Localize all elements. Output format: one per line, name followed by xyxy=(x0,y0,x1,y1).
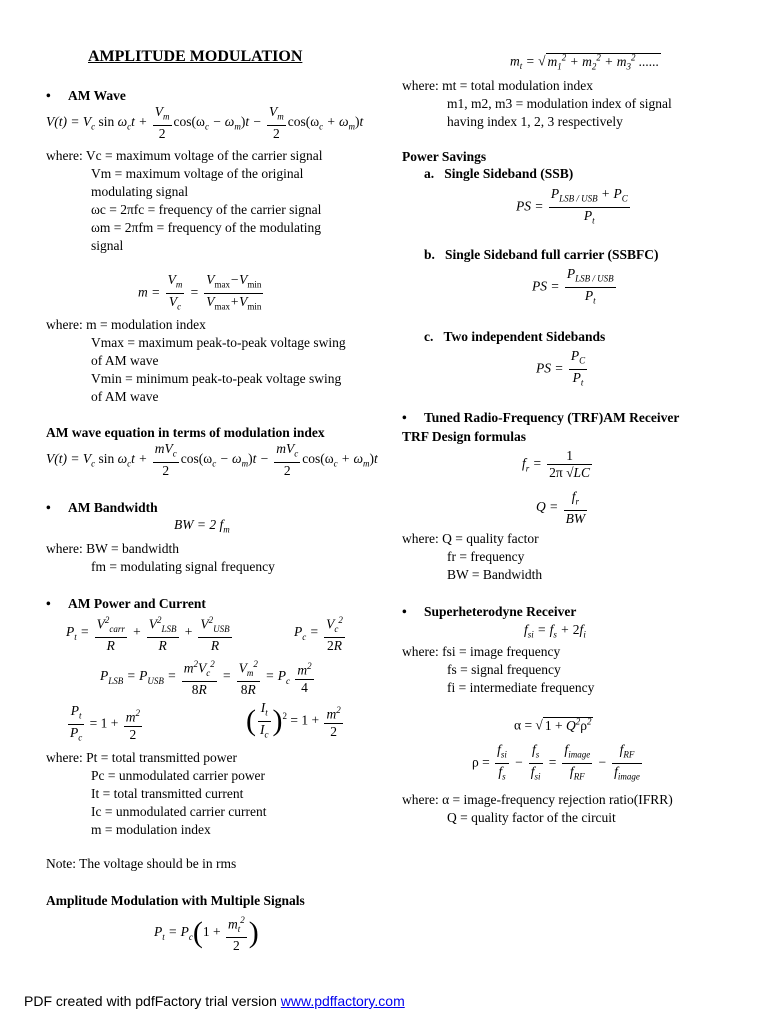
pdf-footer xyxy=(24,993,405,1009)
ssbfc-equation: PS = $\frac{P_{LSB / USB}}{P_t}$ xyxy=(532,266,614,306)
def-wm-cont: signal xyxy=(91,238,124,253)
modulation-index-equation: m = $\frac{V_m}{V_c}$ = $\frac{V_{max}-V_{min}}{V_{max}+V_{min}}$ xyxy=(138,272,262,312)
power-ratio-equation: $\frac{P_t}{P_c}$ = 1 + $\frac{m^2}{2}$ xyxy=(70,703,140,743)
page-title: AMPLITUDE MODULATION xyxy=(88,48,303,65)
trf-design-heading: TRF Design formulas xyxy=(402,429,526,444)
def-q: where: Q = quality factor xyxy=(402,531,539,546)
power-savings-heading: Power Savings xyxy=(402,149,487,164)
def-vm: Vm = maximum voltage of the original xyxy=(91,166,304,181)
def-wm: ωm = 2πfm = frequency of the modulating xyxy=(91,220,322,235)
superhet-definitions xyxy=(402,643,594,697)
bullet-icon: • xyxy=(46,88,51,103)
footer-text: PDF created with pdfFactory trial version xyxy=(24,993,281,1009)
two-sidebands-heading: c. Two independent Sidebands xyxy=(424,329,606,344)
am-wave-heading: • AM Wave xyxy=(46,88,126,103)
rho-equation: ρ = $\frac{f_{si}}{f_s}$ − $\frac{f_s}{f_{si}}$ = $\frac{f_{image}}{f_{RF}}$ − $\frac{f_{RF}}{f_{image}}$ xyxy=(472,742,640,782)
def-bw: where: BW = bandwidth xyxy=(46,541,179,556)
def-vmax: Vmax = maximum peak-to-peak voltage swing xyxy=(91,335,346,350)
def-fr: fr = frequency xyxy=(447,549,525,564)
ssb-heading: a. Single Sideband (SSB) xyxy=(424,166,574,181)
total-power-equation: $P_t$ = $\frac{V^2_{carr}}{R}$ + $\frac{V^2_{LSB}}{R}$ + $\frac{V^2_{USB}}{R}$ xyxy=(66,612,234,654)
def-vc: where: Vc = maximum voltage of the carrier signal xyxy=(46,148,323,163)
def-m123-cont: having index 1, 2, 3 respectively xyxy=(447,114,623,129)
def-vm-cont: modulating signal xyxy=(91,184,189,199)
am-wave-mod-index-equation: $V(t) = V_c$ $\sin \omega_ct$ + $\frac{mV_c}{2}$ $\cos(\omega_c - \omega_m)t$ − $\frac{mV_c}{2}$ $\cos(\omega_c + \omega_m)t$ xyxy=(46,441,378,478)
am-wave-definitions xyxy=(46,147,323,255)
def-fi: fi = intermediate frequency xyxy=(447,680,595,695)
bullet-icon: • xyxy=(46,500,51,515)
def-wc: ωc = 2πfc = frequency of the carrier signal xyxy=(91,202,322,217)
def-fm: fm = modulating signal frequency xyxy=(91,559,275,574)
def-ic: Ic = unmodulated carrier current xyxy=(91,804,267,819)
ifrr-equation: α = √ $1 + Q^2\rho^2$ xyxy=(514,716,592,733)
bandwidth-equation: BW = 2 $f_m$ xyxy=(174,517,230,535)
def-pt: where: Pt = total transmitted power xyxy=(46,750,237,765)
multiple-signals-equation: $P_t = P_c(1$ + $\frac{m_t^2}{2}$ ) xyxy=(154,912,259,954)
bullet-icon: • xyxy=(46,596,51,611)
quality-factor-equation: Q = $\frac{f_r}{BW}$ xyxy=(536,489,586,526)
power-definitions xyxy=(46,749,267,839)
mod-index-definitions xyxy=(46,316,346,406)
def-q2: Q = quality factor of the circuit xyxy=(447,810,616,825)
bandwidth-heading: • AM Bandwidth xyxy=(46,500,158,515)
current-ratio-equation: ( $\frac{I_t}{I_c}$ )$^2$ = 1 + $\frac{m^2}{2}$ xyxy=(246,700,341,740)
trf-heading: • Tuned Radio-Frequency (TRF)AM Receiver xyxy=(402,410,680,425)
pdffactory-link[interactable]: www.pdffactory.com xyxy=(280,993,405,1009)
multiple-signals-heading: Amplitude Modulation with Multiple Signals xyxy=(46,893,305,908)
total-mod-index-equation: $m_t$ = √ $m_1^2 + m_2^2 + m_3^2$ ...... xyxy=(510,52,660,72)
ssbfc-heading: b. Single Sideband full carrier (SSBFC) xyxy=(424,247,659,262)
def-vmax-cont: of AM wave xyxy=(91,353,159,368)
def-fs: fs = signal frequency xyxy=(447,662,561,677)
sideband-power-equation: $P_{LSB} = P_{USB}$ = $\frac{m^2V_c^2}{8R}$ = $\frac{V_m^2}{8R}$ = $P_c$ $\frac{m^2}{4}$ xyxy=(100,656,316,698)
def-pc: Pc = unmodulated carrier power xyxy=(91,768,266,783)
def-m: where: m = modulation index xyxy=(46,317,206,332)
mt-definitions xyxy=(402,77,672,131)
ssb-equation: PS = $\frac{P_{LSB / USB} + P_C}{P_t}$ xyxy=(516,186,628,226)
am-wave-equation: $V(t) = V_c$ $\sin \omega_ct$ + $\frac{V_m}{2}$ $\cos(\omega_c - \omega_m)t$ − $\frac{V_m}{2}$ $\cos(\omega_c + \omega_m)t$ xyxy=(46,104,364,141)
def-m2: m = modulation index xyxy=(91,822,211,837)
def-fsi: where: fsi = image frequency xyxy=(402,644,561,659)
carrier-power-equation: $P_c$ = $\frac{V_c^2}{2R}$ xyxy=(294,612,347,654)
def-alpha: where: α = image-frequency rejection ratio(IFRR) xyxy=(402,792,673,807)
ifrr-definitions xyxy=(402,791,673,827)
def-mt: where: mt = total modulation index xyxy=(402,78,593,93)
resonant-frequency-equation: $f_r$ = $\frac{1}{2\pi √LC}$ xyxy=(522,448,591,480)
bandwidth-definitions xyxy=(46,540,275,576)
trf-definitions xyxy=(402,530,542,584)
def-vmin-cont: of AM wave xyxy=(91,389,159,404)
am-eq-mod-index-heading: AM wave equation in terms of modulation index xyxy=(46,425,325,440)
def-vmin: Vmin = minimum peak-to-peak voltage swing xyxy=(91,371,342,386)
bullet-icon: • xyxy=(402,410,407,425)
def-bw2: BW = Bandwidth xyxy=(447,567,543,582)
rms-note: Note: The voltage should be in rms xyxy=(46,856,237,871)
image-frequency-equation: $f_{si} = f_s + 2f_i$ xyxy=(524,622,586,640)
superhet-heading: • Superheterodyne Receiver xyxy=(402,604,577,619)
bullet-icon: • xyxy=(402,604,407,619)
power-heading: • AM Power and Current xyxy=(46,596,206,611)
def-m123: m1, m2, m3 = modulation index of signal xyxy=(447,96,672,111)
two-sidebands-equation: PS = $\frac{P_C}{P_t}$ xyxy=(536,348,586,388)
def-it: It = total transmitted current xyxy=(91,786,244,801)
